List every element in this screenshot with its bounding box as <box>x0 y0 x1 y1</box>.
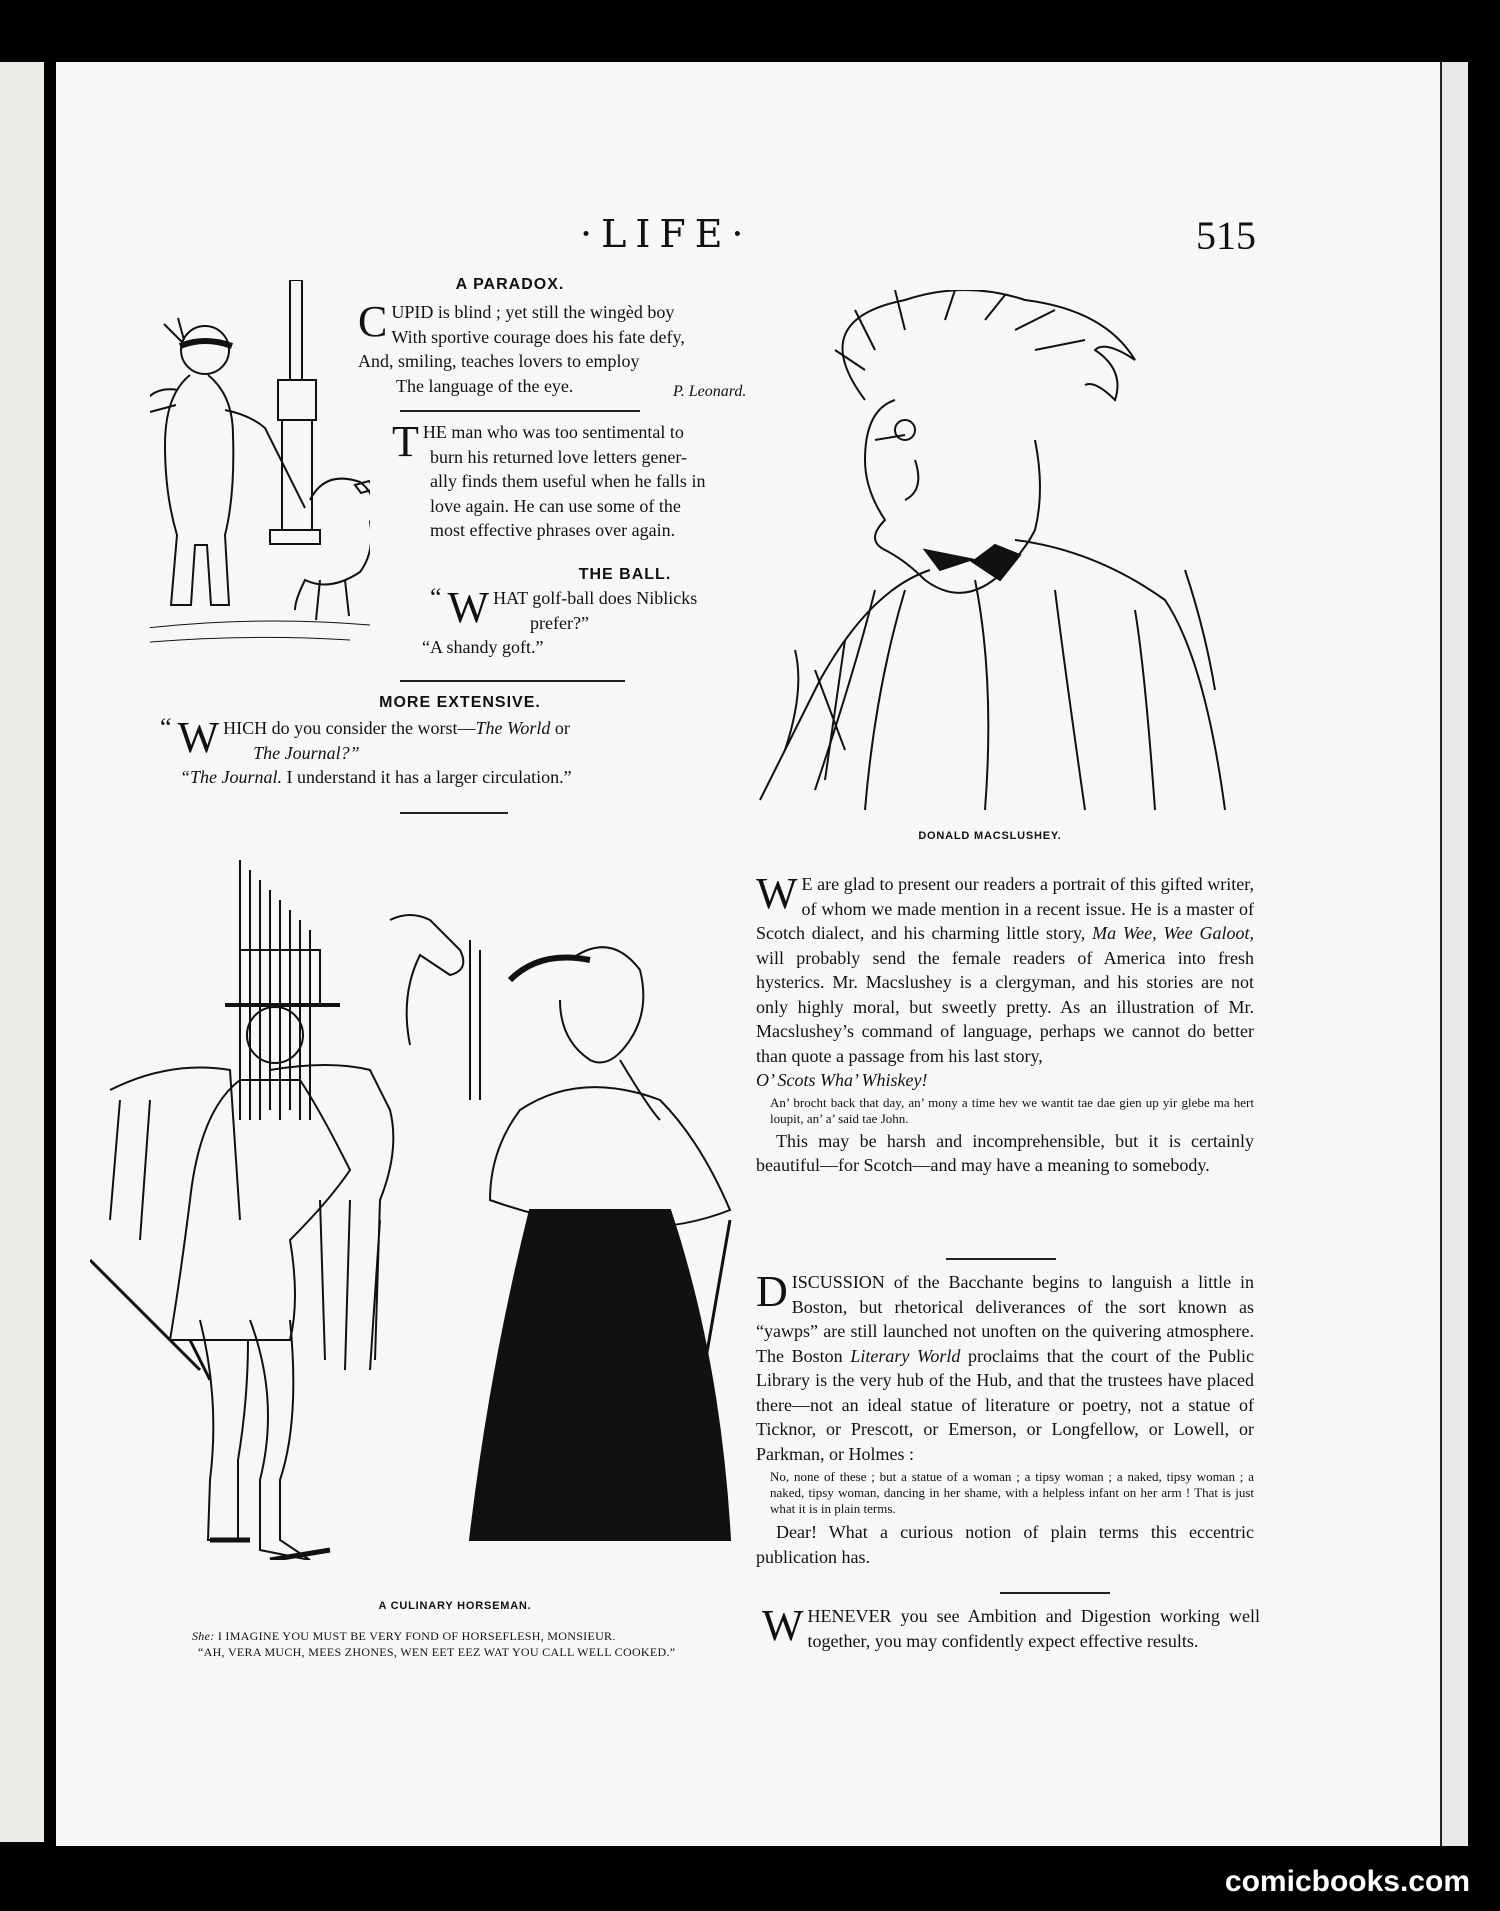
ball-line-3: “A shandy goft.” <box>422 637 544 657</box>
paradox-line-2: With sportive courage does his fate defy, <box>391 326 685 347</box>
divider-rule <box>1000 1592 1110 1594</box>
paradox-poem <box>358 297 798 400</box>
paradox-author: P. Leonard. <box>673 382 747 400</box>
macslushey-drop-cap: W <box>756 869 798 918</box>
divider-rule <box>946 1258 1056 1260</box>
extensive-dialogue <box>160 713 780 790</box>
sentimental-paragraph <box>392 417 804 543</box>
ball-dialogue <box>422 583 810 660</box>
extensive-line-3: I understand it has a larger circulation.” <box>282 767 572 787</box>
right-page-edge <box>1440 62 1468 1846</box>
horseman-illustration <box>90 840 740 1560</box>
horseman-line-2: “AH, VERA MUCH, MEES ZHONES, WEN EET EEZ WAT YOU CALL WELL COOKED.” <box>198 1645 676 1659</box>
ambition-drop-cap: W <box>762 1601 804 1650</box>
bacchante-quote: No, none of these ; but a statue of a woman ; a tipsy woman ; a naked, tipsy woman ; a naked, tipsy woman, dancing in her shame, with a helpless infant on her arm ! That is just what it is in plain terms. <box>770 1469 1254 1516</box>
sentimental-line-4: love again. He can use some of the <box>430 495 681 516</box>
left-page-edge <box>0 62 44 1842</box>
extensive-journal-title: “The Journal. <box>180 767 283 787</box>
bacchante-text-a: ISCUSSION of the Bacchante begins to languish a little in Boston, but rhetorical deliverances of the sort known as “yawps” are still launched not unoften on the quivering atmosphere. The Boston <box>756 1272 1254 1366</box>
ball-drop-cap: W <box>447 583 490 632</box>
macslushey-quote: An’ brocht back that day, an’ mony a time hev we wantit tae dae gien up yir glebe ma hert loupit, an’ a’ said tae John. <box>770 1094 1254 1126</box>
ball-heading: THE BALL. <box>578 566 672 583</box>
watermark: comicbooks.com <box>1224 1865 1470 1898</box>
macslushey-after: This may be harsh and incomprehensible, but it is certainly beautiful—for Scotch—and may have a meaning to somebody. <box>756 1130 1254 1175</box>
sentimental-line-2: burn his returned love letters gener- <box>430 446 688 467</box>
ball-line-1: HAT golf-ball does Niblicks <box>493 588 698 608</box>
bacchante-text-b: proclaims that the court of the Public Library is the very hub of the Hub, and that the trustees have placed there—not an ideal statue of literature or poetry, not a statue of Ticknor, or Prescott, or Emerson, or Longfellow, or Lowell, or Parkman, or Holmes : <box>756 1345 1254 1464</box>
bacchante-after: Dear! What a curious notion of plain terms this eccentric publication has. <box>756 1522 1254 1567</box>
page-number: 515 <box>1196 213 1256 258</box>
paradox-drop-cap: C <box>358 297 388 346</box>
bacchante-journal-title: Literary World <box>850 1345 961 1366</box>
macslushey-paragraph <box>756 869 1254 1178</box>
portrait-illustration <box>755 290 1245 820</box>
macslushey-text-a: E are glad to present our readers a portrait of this gifted writer, of whom we made mention in a recent issue. He is a master of Scotch dialect, and his charming little story, <box>756 874 1254 943</box>
macslushey-text-b: will probably send the female readers of America into fresh hysterics. Mr. Macslushey is a clergyman, and his stories are not only highly moral, but sweetly pretty. As an illustration of Mr. Macslushey’s command of language, perhaps we cannot do better than quote a passage from his last story, <box>756 947 1254 1066</box>
sentimental-line-1: HE man who was too sentimental to <box>422 422 684 442</box>
ball-open-quote: “ <box>430 583 442 612</box>
extensive-line-1: HICH do you consider the worst— <box>223 718 476 738</box>
divider-rule <box>400 812 508 814</box>
extensive-open-quote: “ <box>160 713 172 742</box>
sentimental-drop-cap: T <box>392 417 419 466</box>
macslushey-last-story: O’ Scots Wha’ Whiskey! <box>756 1070 928 1090</box>
page-gutter <box>44 62 56 1842</box>
divider-rule <box>400 410 640 412</box>
horseman-caption: A CULINARY HORSEMAN. <box>378 1600 532 1612</box>
horseman-speaker: She: <box>192 1629 215 1643</box>
bacchante-paragraph <box>756 1267 1254 1569</box>
divider-rule <box>400 680 625 682</box>
horseman-dialogue <box>188 1628 748 1660</box>
ambition-text: HENEVER you see Ambition and Digestion working well together, you may confidently expect effective results. <box>807 1606 1260 1651</box>
macslushey-story-title: Ma Wee, Wee Galoot, <box>1092 923 1254 943</box>
ball-line-2: prefer?” <box>530 612 589 633</box>
extensive-drop-cap: W <box>177 713 220 762</box>
sentimental-line-5: most effective phrases over again. <box>430 520 676 540</box>
paradox-line-4: The language of the eye. <box>396 375 574 396</box>
paradox-heading: A PARADOX. <box>455 276 565 293</box>
sentimental-line-3: ally finds them useful when he falls in <box>430 471 706 491</box>
masthead-title: ·LIFE· <box>580 212 753 256</box>
extensive-heading: MORE EXTENSIVE. <box>379 694 541 711</box>
cupid-illustration <box>150 280 370 660</box>
paradox-line-1: UPID is blind ; yet still the wingèd boy <box>391 302 675 322</box>
ambition-paragraph <box>762 1601 1260 1653</box>
extensive-line-2: The Journal?” <box>253 742 360 763</box>
extensive-world-title: The World <box>475 718 551 738</box>
extensive-or: or <box>550 718 570 738</box>
paradox-line-3: And, smiling, teaches lovers to employ <box>358 351 640 371</box>
horseman-line-1: I IMAGINE YOU MUST BE VERY FOND OF HORSEFLESH, MONSIEUR. <box>214 1629 616 1643</box>
portrait-caption: DONALD MACSLUSHEY. <box>918 830 1062 842</box>
bacchante-drop-cap: D <box>756 1267 788 1316</box>
